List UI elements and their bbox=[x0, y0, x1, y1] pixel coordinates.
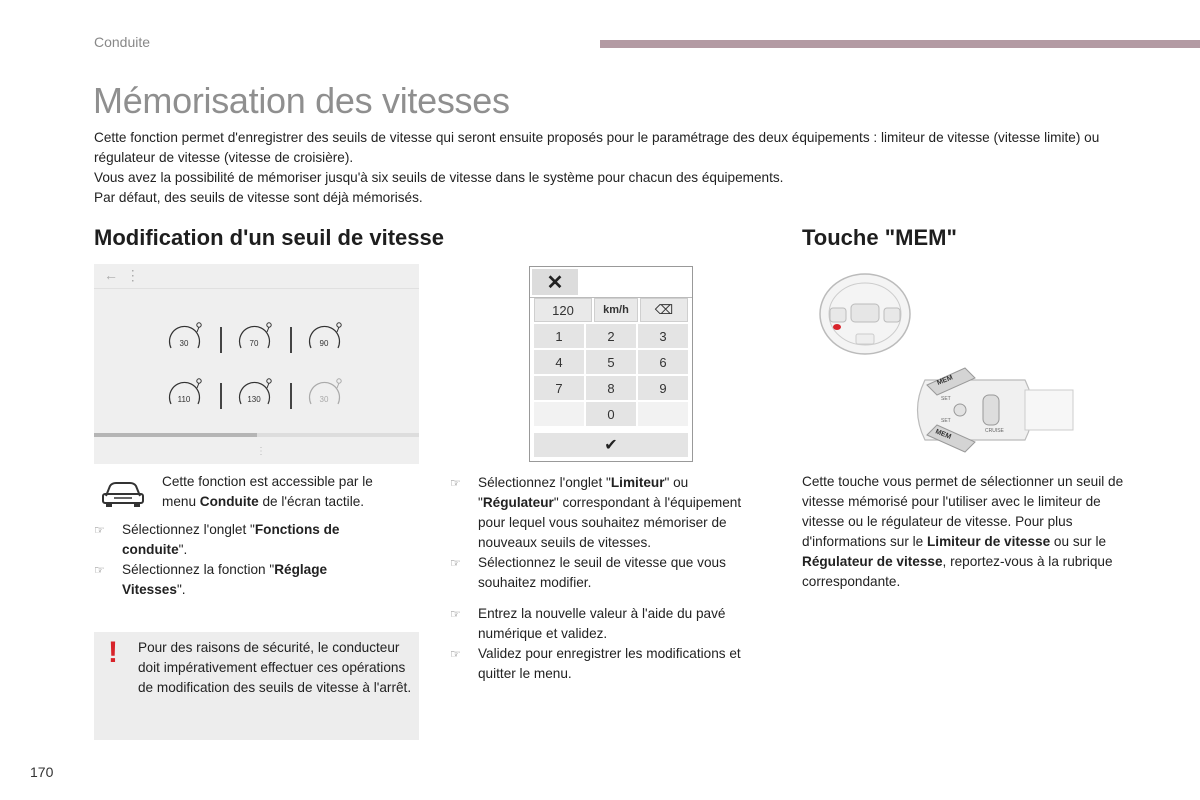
list-item: ☞ Sélectionnez l'onglet "Limiteur" ou "Régulateur" correspondant à l'équipement pour lequel vous souhaitez mémoriser de nouveaux seuils de vitesses. bbox=[450, 475, 742, 550]
keypad-key[interactable]: 4 bbox=[534, 350, 584, 374]
svg-text:SET: SET bbox=[941, 396, 951, 402]
numeric-keypad bbox=[529, 266, 693, 462]
safety-warning bbox=[94, 632, 419, 740]
warning-icon: ! bbox=[108, 636, 118, 669]
highlighted-stalk-dot bbox=[833, 324, 841, 330]
speed-value-field[interactable]: 120 bbox=[534, 298, 592, 322]
svg-text:MEM: MEM bbox=[934, 428, 953, 441]
keypad-key[interactable]: 9 bbox=[638, 376, 688, 400]
close-x-icon[interactable]: ✕ bbox=[532, 269, 578, 295]
speed-threshold-gauge[interactable] bbox=[236, 320, 276, 360]
intro-paragraph: Cette fonction permet d'enregistrer des seuils de vitesse qui seront ensuite proposés pour le paramétrage des deux équipements : limiteur de vitesse (vitesse limite) ou régulateur de vitesse (vitesse de croisière). bbox=[94, 130, 1100, 165]
list-item: ☞ Sélectionnez la fonction "Réglage Vitesses". bbox=[94, 562, 328, 597]
gauge-value: 110 bbox=[177, 395, 191, 404]
keypad-blank-key bbox=[534, 402, 584, 426]
gauge-value: 90 bbox=[319, 339, 329, 348]
keypad-key[interactable]: 6 bbox=[638, 350, 688, 374]
keypad-keys bbox=[534, 324, 688, 426]
speed-threshold-gauge[interactable] bbox=[166, 376, 206, 416]
gauge-separator bbox=[220, 383, 222, 409]
svg-text:SET: SET bbox=[941, 418, 951, 424]
speed-threshold-gauge[interactable] bbox=[236, 376, 276, 416]
speed-threshold-gauge[interactable] bbox=[306, 320, 346, 360]
speed-threshold-gauge-inactive[interactable] bbox=[306, 376, 346, 416]
speed-settings-screen bbox=[94, 264, 419, 464]
gauge-separator bbox=[290, 383, 292, 409]
keypad-key[interactable]: 7 bbox=[534, 376, 584, 400]
keypad-key[interactable]: 3 bbox=[638, 324, 688, 348]
arrow-left-icon[interactable]: ← ⋮ bbox=[104, 267, 140, 283]
svg-text:CRUISE: CRUISE bbox=[985, 428, 1004, 434]
section-color-bar bbox=[600, 40, 1200, 48]
gauge-value: 30 bbox=[319, 395, 329, 404]
access-note: Cette fonction est accessible par le menu Conduite de l'écran tactile. bbox=[162, 474, 373, 509]
keypad-key[interactable]: 5 bbox=[586, 350, 636, 374]
more-icon: ⋮ bbox=[256, 446, 266, 457]
warning-text: Pour des raisons de sécurité, le conducteur doit impérativement effectuer ces opérations de modification des seuils de vitesse à l'arrêt. bbox=[138, 640, 412, 695]
page-indicator-track bbox=[94, 433, 419, 437]
list-item: ☞ Sélectionnez l'onglet "Fonctions de conduite". bbox=[94, 522, 340, 557]
cruise-stalk-illustration bbox=[905, 360, 1075, 460]
heading-modification: Modification d'un seuil de vitesse bbox=[94, 225, 444, 250]
speed-gauge-grid bbox=[166, 312, 356, 424]
intro-text bbox=[94, 128, 1134, 208]
car-icon bbox=[100, 478, 146, 508]
gauge-row bbox=[166, 368, 356, 424]
steering-wheel-illustration bbox=[818, 272, 913, 357]
unit-label: km/h bbox=[594, 298, 638, 322]
gauge-separator bbox=[220, 327, 222, 353]
intro-paragraph: Par défaut, des seuils de vitesse sont déjà mémorisés. bbox=[94, 190, 423, 205]
keypad-blank-key bbox=[638, 402, 688, 426]
gauge-value: 30 bbox=[179, 339, 189, 348]
list-item: ☞ Entrez la nouvelle valeur à l'aide du pavé numérique et validez. bbox=[450, 606, 726, 641]
checkmark-icon[interactable]: ✔ bbox=[534, 433, 688, 457]
keypad-key[interactable]: 8 bbox=[586, 376, 636, 400]
gauge-row bbox=[166, 312, 356, 368]
list-item: ☞ Validez pour enregistrer les modifications et quitter le menu. bbox=[450, 646, 741, 681]
gauge-value: 70 bbox=[249, 339, 259, 348]
intro-paragraph: Vous avez la possibilité de mémoriser jusqu'à six seuils de vitesse dans le système pour chacun des équipements. bbox=[94, 170, 784, 185]
screen-top-bar bbox=[94, 264, 419, 289]
backspace-icon[interactable]: ⌫ bbox=[640, 298, 688, 322]
list-item: ☞ Sélectionnez le seuil de vitesse que vous souhaitez modifier. bbox=[450, 555, 726, 590]
page-number: 170 bbox=[30, 764, 54, 780]
page-title: Mémorisation des vitesses bbox=[93, 80, 510, 121]
keypad-key[interactable]: 2 bbox=[586, 324, 636, 348]
speed-threshold-gauge[interactable] bbox=[166, 320, 206, 360]
gauge-value: 130 bbox=[247, 395, 261, 404]
section-label: Conduite bbox=[94, 34, 151, 50]
svg-text:MEM: MEM bbox=[936, 374, 954, 387]
steps-list-middle-2 bbox=[450, 604, 770, 684]
steps-list-middle bbox=[450, 473, 770, 593]
steps-list-left bbox=[94, 520, 394, 600]
gauge-separator bbox=[290, 327, 292, 353]
heading-mem-button: Touche "MEM" bbox=[802, 225, 957, 250]
page-indicator-fill bbox=[94, 433, 257, 437]
keypad-key[interactable]: 1 bbox=[534, 324, 584, 348]
mem-description: Cette touche vous permet de sélectionner un seuil de vitesse mémorisé pour l'utiliser avec le limiteur de vitesse ou le régulateur de vitesse. Pour plus d'informations sur le Limiteur de vitesse ou sur le Régulateur de vitesse, reportez-vous à la rubrique correspondante. bbox=[802, 474, 1124, 589]
keypad-key[interactable]: 0 bbox=[586, 402, 636, 426]
